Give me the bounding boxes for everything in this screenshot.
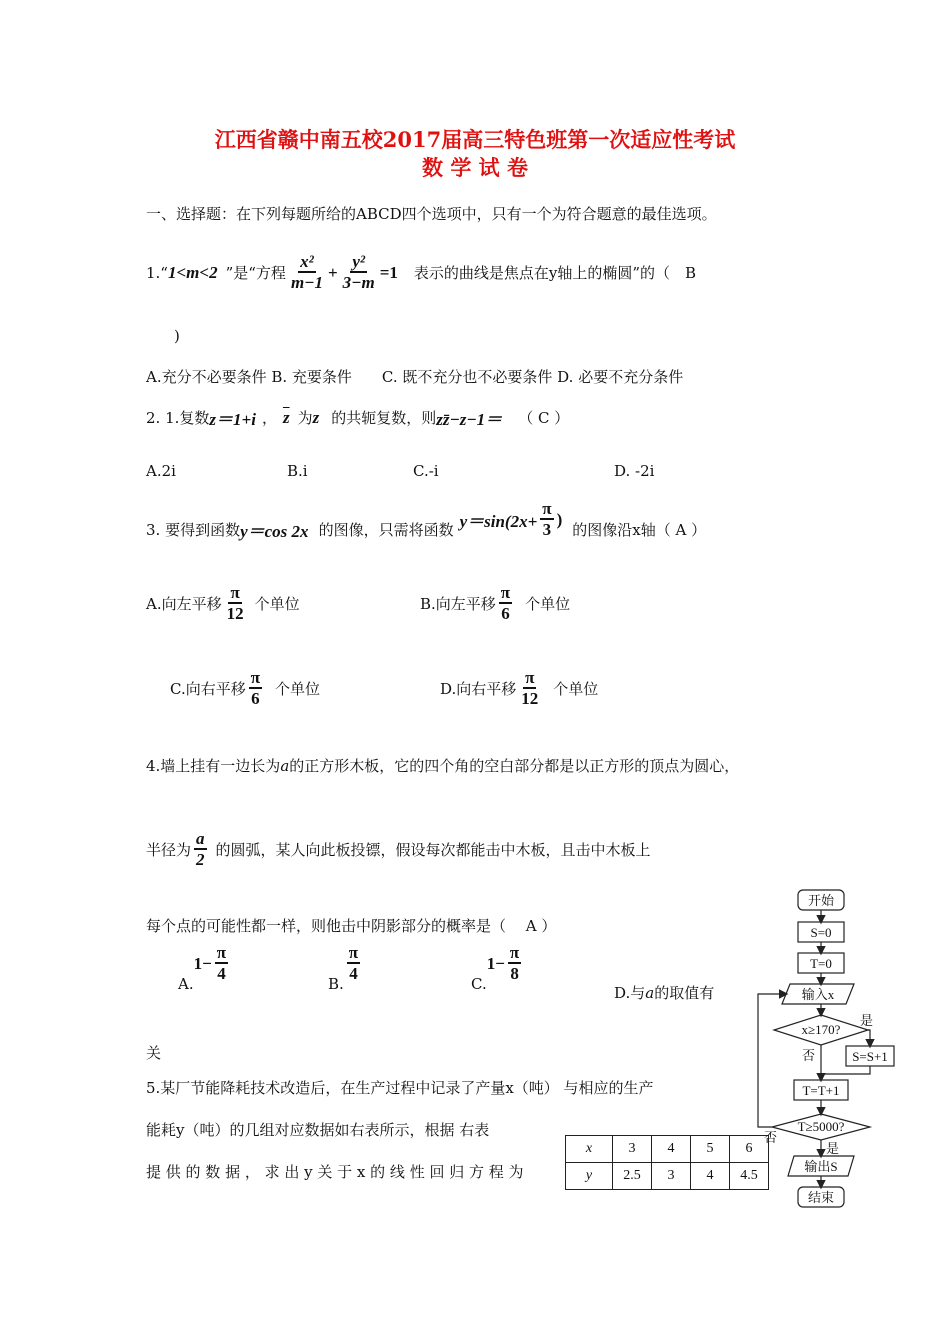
flow-yes1-label: 是	[860, 1013, 874, 1028]
q4-line1a: 4.墙上挂有一边长为	[146, 757, 281, 775]
table-cell: 4	[691, 1163, 730, 1190]
q2-option-d: D. -2i	[614, 462, 655, 480]
q1-prefix: 1.“	[146, 263, 168, 282]
q4-opt-b-label: B.	[328, 975, 344, 994]
q4-option-d-cont: 关	[146, 1044, 162, 1062]
q1-f1-num: x²	[300, 252, 314, 271]
table-cell: 4.5	[730, 1163, 769, 1190]
q3-opt-b-den: 6	[501, 603, 510, 623]
q3-opt-b-text: B.向左平移	[420, 595, 496, 614]
q2-mid: 为	[297, 409, 313, 427]
flow-yes2-label: 是	[826, 1141, 840, 1156]
q3-prefix: 3. 要得到函数	[146, 521, 241, 540]
table-header-y: y	[566, 1163, 613, 1190]
q5-line-1: 5.某厂节能降耗技术改造后，在生产过程中记录了产量x（吨） 与相应的生产	[146, 1079, 654, 1097]
q4-opt-d-a: D.与	[614, 984, 646, 1002]
q4-opt-a-den: 4	[217, 963, 226, 983]
q3-suffix: 的图像沿x轴（ A ）	[572, 521, 707, 540]
q3-opt-d-text: D.向右平移	[440, 680, 517, 699]
q4-opt-c-pre: 1−	[486, 953, 505, 973]
table-cell: 3	[613, 1136, 652, 1163]
q3-opt-a-den: 12	[226, 603, 244, 623]
q4-line-2	[146, 830, 651, 869]
q3-option-c	[170, 669, 320, 708]
q2-option-a: A.2i	[146, 462, 176, 480]
q1-f1-den: m−1	[290, 272, 323, 292]
flow-t-update-label: T=T+1	[802, 1083, 840, 1098]
q4-opt-a-pre: 1−	[193, 953, 212, 973]
q3-target-function: y＝cos 2x	[240, 522, 309, 542]
page-title: 江西省赣中南五校2017届高三特色班第一次适应性考试	[214, 127, 736, 152]
q2-answer: （ C ）	[518, 409, 570, 427]
q3-src-den: 3	[542, 519, 552, 539]
flow-no2-label: 否	[764, 1130, 778, 1145]
table-cell: 6	[730, 1136, 769, 1163]
q3-opt-a-text: A.向左平移	[146, 595, 222, 614]
q3-opt-c-unit: 个单位	[275, 680, 321, 699]
table-cell: 5	[691, 1136, 730, 1163]
q1-f2-num: y²	[352, 252, 365, 271]
question-1: 1.“ 1<m<2 ”是“方程 $\frac{\text{x²}}{m-1}$ + $\frac{\text{y²}}{3-m}$ =1 表示的曲线是焦点在y轴上的椭圆”的（ B	[146, 252, 697, 292]
q4-option-d	[614, 982, 714, 1003]
q4-opt-c-label: C.	[471, 975, 487, 994]
table-header-x: x	[566, 1136, 613, 1163]
flow-t0-label: T=0	[810, 956, 832, 971]
q1-f2-den: 3−m	[342, 272, 375, 292]
q4-opt-b-num: π	[348, 943, 359, 962]
q4-opt-d-b: 的取值有	[654, 984, 715, 1002]
q4-option-a	[178, 943, 231, 994]
q1-condition: 1<m<2	[167, 262, 218, 282]
table-row	[566, 1136, 769, 1163]
q4-r-den: 2	[196, 849, 205, 869]
q3-source-function	[460, 500, 563, 539]
table-cell: 3	[652, 1163, 691, 1190]
q4-opt-d-var: a	[645, 984, 655, 1002]
question-3	[146, 499, 707, 549]
q3-src-left: y＝sin(2x+	[459, 512, 538, 532]
q1-suffix: 表示的曲线是焦点在y轴上的椭圆”的（ B	[413, 264, 697, 283]
q4-line2b: 的圆弧，某人向此板投镖，假设每次都能击中木板，且击中木板上	[215, 841, 651, 860]
q4-line-1	[146, 755, 739, 776]
q4-opt-c-num: π	[509, 943, 520, 962]
q3-opt-b-unit: 个单位	[525, 595, 571, 614]
table-cell: 2.5	[613, 1163, 652, 1190]
q1-fraction-2	[341, 253, 377, 292]
q2-comma: ，	[261, 409, 277, 427]
q5-data-table	[565, 1135, 769, 1190]
q4-option-c	[471, 943, 524, 994]
flow-end-label: 结束	[807, 1190, 835, 1205]
q3-src-num: π	[542, 499, 552, 518]
q4-line2a: 半径为	[146, 841, 192, 860]
flowchart	[750, 880, 910, 1215]
flow-start-label: 开始	[807, 893, 835, 908]
flow-output-label: 输出S	[804, 1159, 838, 1174]
table-row	[566, 1163, 769, 1190]
q3-option-b	[420, 584, 570, 623]
q2-mid2: 的共轭复数，则	[331, 409, 437, 427]
q4-opt-c-den: 8	[510, 963, 519, 983]
flow-no1-label: 否	[802, 1048, 816, 1063]
q3-opt-c-text: C.向右平移	[170, 680, 246, 699]
q1-options: A.充分不必要条件 B. 充要条件 C. 既不充分也不必要条件 D. 必要不充分条件	[146, 368, 684, 386]
question-2	[146, 405, 569, 430]
q3-mid: 的图像，只需将函数	[318, 521, 454, 540]
q3-opt-d-unit: 个单位	[553, 680, 599, 699]
q4-var-a: a	[280, 757, 290, 775]
section-heading: 一、选择题：在下列每题所给的ABCD四个选项中，只有一个为符合题意的最佳选项。	[146, 205, 717, 223]
q1-mid: ”是“方程	[225, 264, 286, 283]
q5-line-2: 能耗y（吨）的几组对应数据如右表所示，根据 右表	[146, 1121, 490, 1139]
table-cell: 4	[652, 1136, 691, 1163]
q3-opt-b-num: π	[500, 583, 511, 602]
page-subtitle: 数 学 试 卷	[422, 155, 528, 180]
q3-opt-c-den: 6	[251, 688, 260, 708]
q2-z: z	[312, 407, 320, 427]
q1-close: )	[174, 327, 180, 345]
q4-r-num: a	[196, 829, 205, 848]
flow-s-update-label: S=S+1	[852, 1049, 888, 1064]
q2-option-c: C.-i	[413, 462, 439, 480]
q4-option-b	[328, 943, 363, 994]
q3-opt-d-num: π	[525, 668, 535, 687]
q3-option-a	[146, 584, 300, 623]
q4-line1b: 的正方形木板，它的四个角的空白部分都是以正方形的顶点为圆心，	[289, 757, 740, 775]
q2-prefix: 2. 1.复数	[146, 409, 210, 427]
q1-eq-tail: =1	[379, 262, 398, 282]
q3-option-d	[440, 669, 598, 708]
q2-option-b: B.i	[287, 462, 308, 480]
flow-cond1-label: x≥170?	[801, 1022, 841, 1037]
q3-opt-d-den: 12	[521, 688, 539, 708]
q4-opt-a-label: A.	[178, 975, 194, 994]
q3-opt-c-num: π	[250, 668, 261, 687]
q2-zbar: $\overline{z}$	[282, 407, 290, 427]
flow-input-label: 输入x	[801, 987, 835, 1002]
q4-opt-b-den: 4	[349, 963, 358, 983]
q3-opt-a-unit: 个单位	[254, 595, 300, 614]
q3-src-right: )	[556, 509, 563, 529]
q4-opt-a-num: π	[216, 943, 227, 962]
q2-z-def: z＝1+i	[209, 410, 256, 429]
q5-line-3: 提 供 的 数 据 ， 求 出 y 关 于 x 的 线 性 回 归 方 程 为	[146, 1163, 524, 1181]
q2-expr: zz̄−z−1＝	[436, 410, 503, 429]
flow-cond2-label: T≥5000?	[797, 1119, 845, 1134]
flow-s0-label: S=0	[810, 925, 832, 940]
q1-fraction-1	[289, 253, 325, 292]
q4-line-3: 每个点的可能性都一样，则他击中阴影部分的概率是（ A ）	[146, 917, 557, 935]
q3-opt-a-num: π	[230, 583, 240, 602]
